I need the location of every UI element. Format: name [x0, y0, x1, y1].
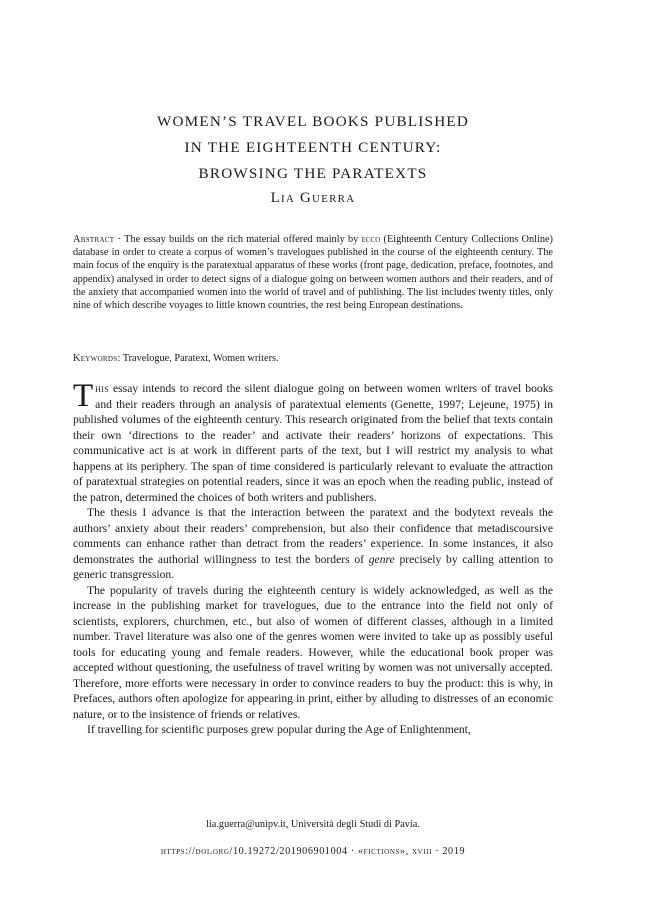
drop-cap: T [73, 378, 94, 414]
abstract-label: Abstract [73, 234, 115, 245]
abstract [73, 233, 553, 312]
paper-page [73, 0, 553, 922]
abstract-text-2: (Eighteenth Century Collections Online) database in order to create a corpus of women’s travelogues published in the course of the eighteenth century. The main focus of the enquiry is the paratextual apparatus of these works (front page, dedication, preface, footnotes, and appendix) analysed in order to detect signs of a dialogue going on between women authors and their readers, and of the anxiety that accompanied women into the world of travel and of publishing. The list includes twenty titles, only nine of which describe voyages to little known countries, the rest being European destinations. [73, 234, 553, 312]
keywords-text: : Travelogue, Paratext, Women writers. [117, 353, 279, 364]
abstract-ecco: ecco [361, 234, 381, 245]
doi-footer: https://doi.org/10.19272/201906901004 · «fictions», xviii · 2019 [160, 846, 466, 857]
title-line-1: WOMEN’S TRAVEL BOOKS PUBLISHED [156, 113, 470, 130]
abstract-separator: · [114, 234, 125, 245]
author-footnote: lia.guerra@unipv.it, Università degli Studi di Pavia. [206, 819, 420, 830]
paragraph-3: The popularity of travels during the eighteenth century is widely acknowledged, as well as the increase in the publishing market for travelogues, due to the entrance into the field not only of scientists, explorers, churchmen, etc., but also of women of different classes, although in a limited number. Travel literature was also one of the genres women were invited to take up as possibly useful tools for educating young and female readers. However, while the educational book proper was accepted without questioning, the usefulness of travel writing by women was not universally accepted. Therefore, more efforts were necessary in order to convince readers to buy the product: this is why, in Prefaces, authors often apologize for appearing in print, either by alluding to distresses of an economic nature, or to the insistence of friends or relatives. [73, 583, 553, 721]
first-word: his [95, 382, 109, 395]
title-line-3: BROWSING THE PARATEXTS [198, 165, 428, 182]
paragraph-1-text: essay intends to record the silent dialogue going on between women writers of travel books and their readers through an analysis of paratextual elements (Genette, 1997; Lejeune, 1975) in published volumes of the eighteenth century. This research originated from the belief that texts contain their own ‘directions to the reader’ and activate their readers’ horizons of expectations. This communicative act is at work in different parts of the text, but I will restrict my analysis to what happens at its periphery. The span of time considered is particularly relevant to evaluate the attraction of paratextual strategies on potential readers, since it was an epoch when the reading public, instead of the patron, determined the choices of both writers and publishers. [73, 382, 553, 504]
abstract-text-1: The essay builds on the rich material offered mainly by [124, 234, 362, 245]
article-title [73, 109, 553, 187]
keywords [73, 352, 553, 365]
paragraph-1 [73, 378, 553, 505]
paragraph-2-text-b: precisely by calling attention to generic transgression. [73, 552, 553, 581]
title-line-2: IN THE EIGHTEENTH CENTURY: [184, 139, 442, 156]
paragraph-4: If travelling for scientific purposes grew popular during the Age of Enlightenment, [87, 723, 471, 736]
keywords-label: Keywords [73, 353, 118, 364]
author-name: Lia Guerra [270, 190, 356, 206]
paragraph-2 [73, 505, 553, 583]
body-text [73, 378, 553, 738]
paragraph-2-text-a: The thesis I advance is that the interaction between the paratext and the bodytext reveals the authors’ anxiety about their readers’ comprehension, but also their confidence that metadiscoursive comments can enhance rather than detract from the readers’ experience. In some instances, it also demonstrates the authorial willingness to test the borders of [73, 506, 553, 566]
paragraph-2-genre: genre [368, 552, 395, 566]
